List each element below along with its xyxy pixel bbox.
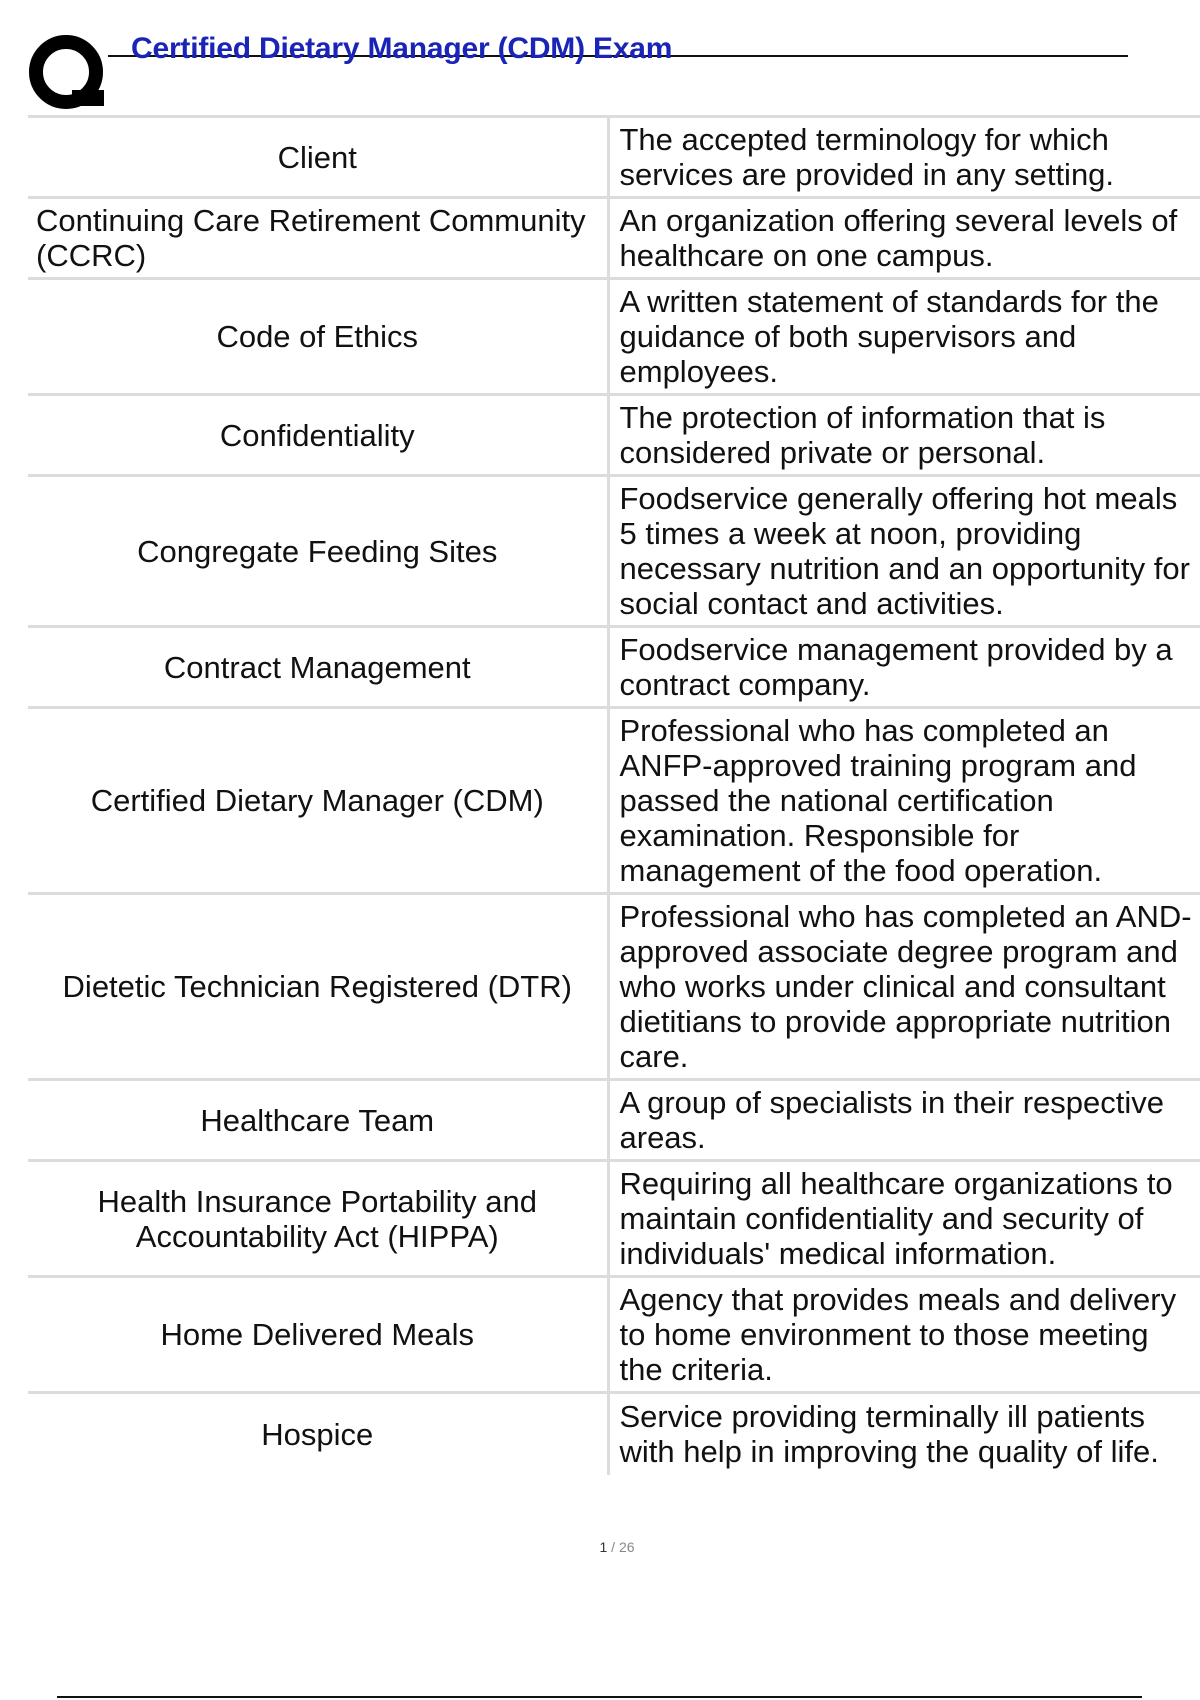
term-cell: Congregate Feeding Sites [137,533,498,569]
flashcard-table [28,115,1200,1475]
term-cell: Code of Ethics [216,319,419,354]
table-row [28,279,1200,395]
table-row [28,1393,1200,1475]
total-pages: 26 [618,1539,635,1555]
table-row [28,476,1200,627]
definition-cell: Agency that provides meals and delivery to home environment to those meeting the criteria. [608,1277,1200,1393]
term-cell: Dietetic Technician Registered (DTR) [62,969,572,1004]
term-cell: Home Delivered Meals [160,1317,475,1352]
table-row [28,627,1200,708]
term-cell: Continuing Care Retirement Community (CCRC) [36,203,586,273]
page-indicator [0,1539,1200,1555]
definition-cell: A group of specialists in their respective areas. [608,1080,1200,1161]
definition-cell: Foodservice generally offering hot meals 5 times a week at noon, providing necessary nutrition and an opportunity for social contact and activities. [608,476,1200,627]
definition-cell: The protection of information that is considered private or personal. [608,395,1200,476]
definition-cell: Professional who has completed an AND-approved associate degree program and who works under clinical and consultant dietitians to provide appropriate nutrition care. [608,894,1200,1080]
table-row [28,198,1200,279]
term-cell: Confidentiality [219,417,415,453]
definition-cell: Service providing terminally ill patients with help in improving the quality of life. [608,1393,1200,1475]
page-title: Certified Dietary Manager (CDM) Exam [131,32,673,65]
table-row [28,395,1200,476]
definition-cell: Professional who has completed an ANFP-approved training program and passed the national certification examination. Responsible for management of the food operation. [608,708,1200,894]
definition-cell: An organization offering several levels of healthcare on one campus. [608,198,1200,279]
term-cell: Certified Dietary Manager (CDM) [90,783,544,818]
term-cell: Healthcare Team [200,1102,435,1138]
term-cell: Contract Management [163,649,471,685]
definition-cell: A written statement of standards for the guidance of both supervisors and employees. [608,279,1200,395]
term-cell: Client [277,139,357,175]
table-row [28,894,1200,1080]
table-row [28,117,1200,198]
definition-cell: The accepted terminology for which services are provided in any setting. [608,117,1200,198]
term-cell: Hospice [261,1416,374,1452]
table-row [28,1277,1200,1393]
q-logo-icon [28,32,112,116]
footer-rule [57,1696,1142,1698]
page-separator: / [607,1539,619,1555]
document-header [28,28,1128,114]
definition-cell: Foodservice management provided by a contract company. [608,627,1200,708]
table-row [28,1161,1200,1277]
table-row [28,708,1200,894]
current-page: 1 [599,1539,608,1555]
term-cell: Health Insurance Portability and Accountability Act (HIPPA) [97,1183,537,1254]
table-row [28,1080,1200,1161]
definition-cell: Requiring all healthcare organizations to maintain confidentiality and security of individuals' medical information. [608,1161,1200,1277]
